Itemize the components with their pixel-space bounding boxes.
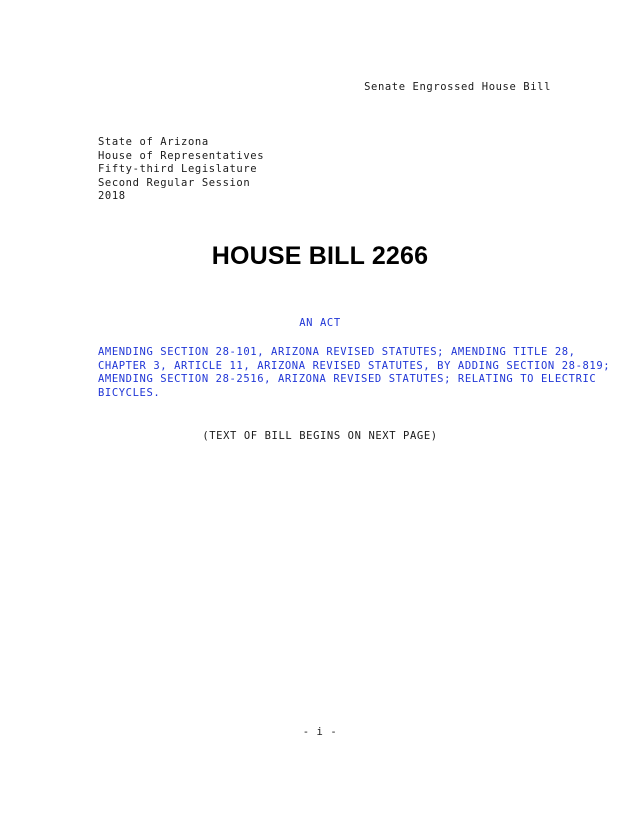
- text-begins-note: (TEXT OF BILL BEGINS ON NEXT PAGE): [202, 430, 438, 442]
- act-label: AN ACT: [299, 317, 341, 329]
- session-chamber-line: House of Representatives: [98, 149, 265, 162]
- page-number: - i -: [302, 726, 338, 738]
- act-description-line: CHAPTER 3, ARTICLE 11, ARIZONA REVISED STATUTES, BY ADDING SECTION 28-819;: [98, 359, 611, 372]
- session-legislature-line: Fifty-third Legislature: [98, 163, 258, 176]
- act-description-line: AMENDING SECTION 28-101, ARIZONA REVISED STATUTES; AMENDING TITLE 28,: [98, 346, 576, 358]
- act-description: [98, 346, 611, 400]
- bill-title: HOUSE BILL 2266: [211, 242, 429, 270]
- session-info-block: [98, 136, 264, 204]
- act-description-line: BICYCLES.: [98, 386, 161, 399]
- session-state-line: State of Arizona: [98, 136, 209, 148]
- act-description-line: AMENDING SECTION 28-2516, ARIZONA REVISED STATUTES; RELATING TO ELECTRIC: [98, 373, 597, 386]
- session-year-line: 2018: [98, 190, 126, 203]
- document-version-label: Senate Engrossed House Bill: [364, 81, 551, 93]
- session-regular-session-line: Second Regular Session: [98, 176, 251, 189]
